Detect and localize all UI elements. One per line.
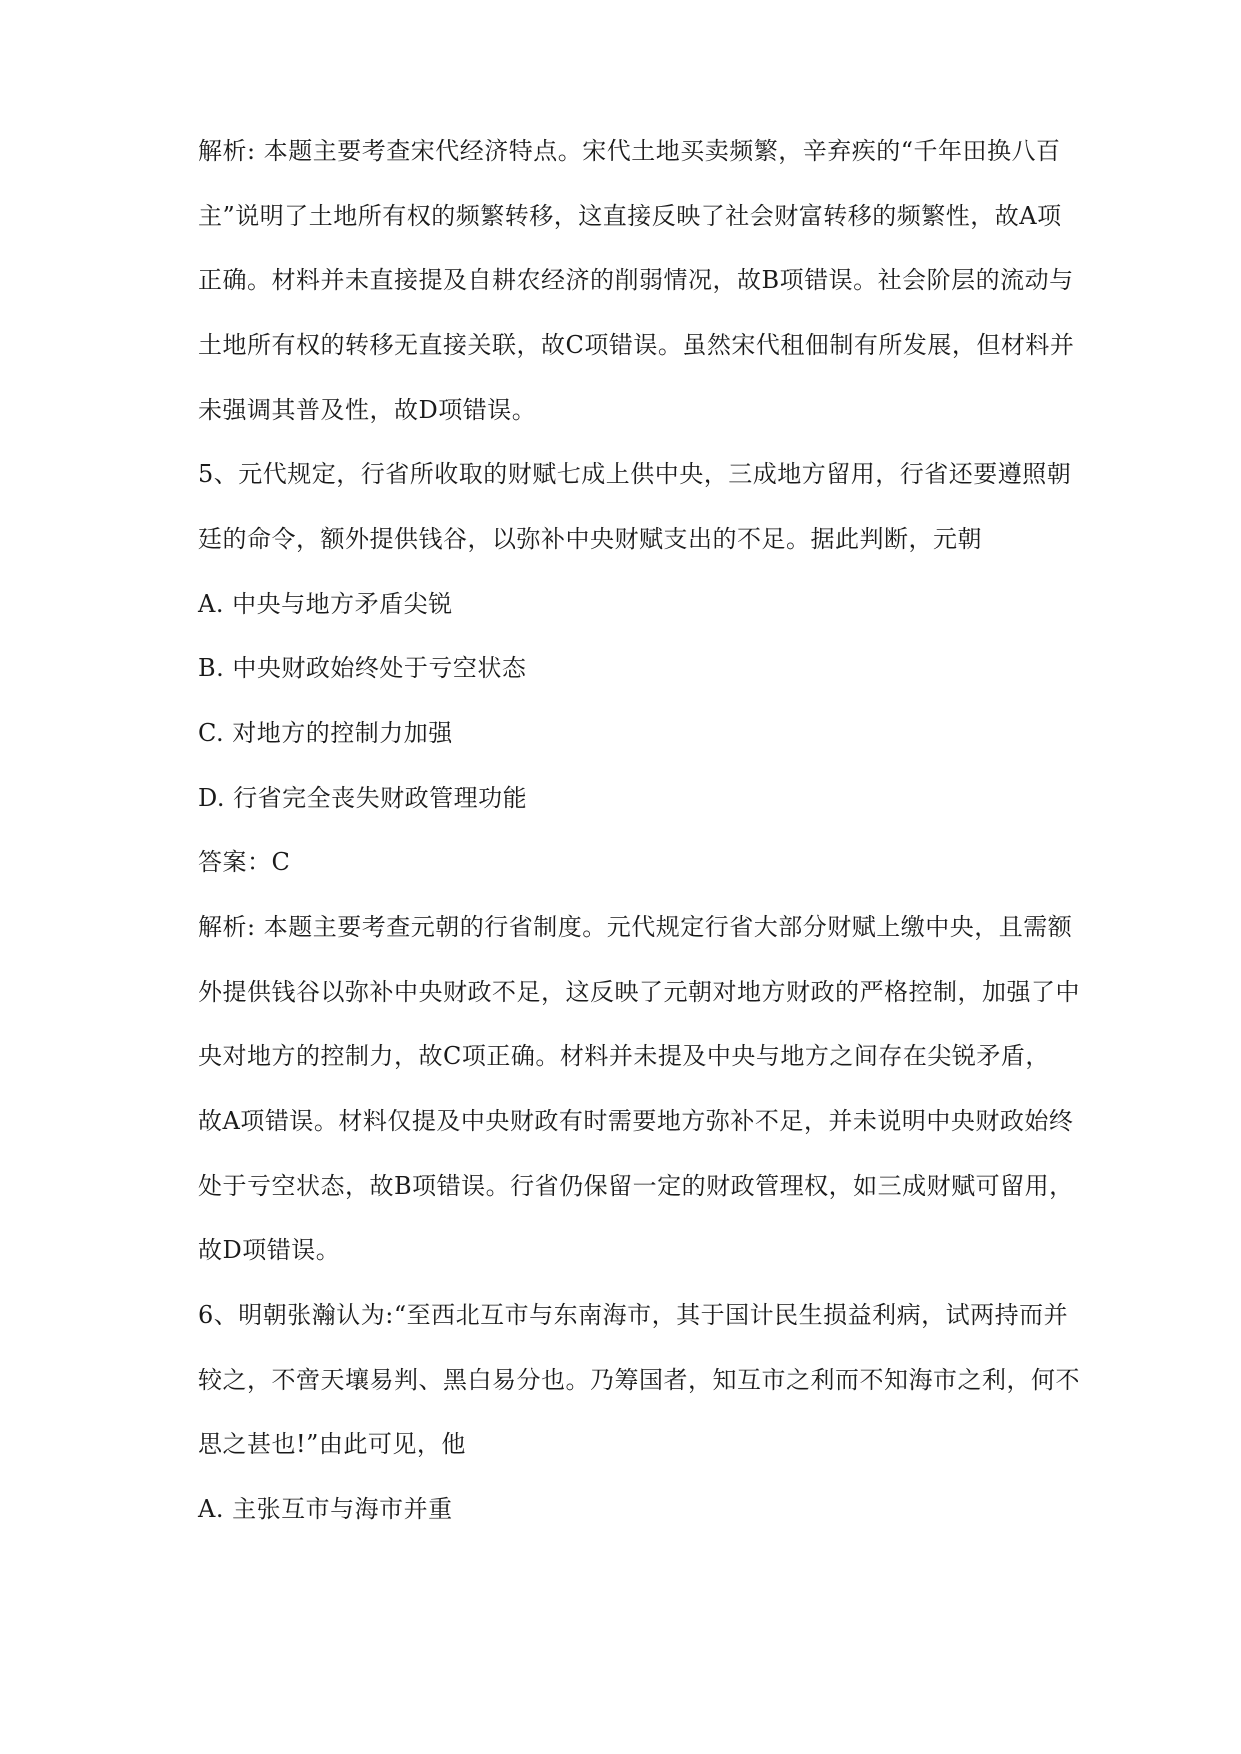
q5-stem-line: 5、元代规定，行省所收取的财赋七成上供中央，三成地方留用，行省还要遵照朝 (198, 460, 1072, 488)
q5-option-d: D. 行省完全丧失财政管理功能 (198, 784, 528, 812)
q4-analysis-line: 正确。材料并未直接提及自耕农经济的削弱情况，故B项错误。社会阶层的流动与 (198, 266, 1074, 294)
q5-analysis-line: 故A项错误。材料仅提及中央财政有时需要地方弥补不足，并未说明中央财政始终 (198, 1107, 1074, 1135)
q4-analysis-line: 主”说明了土地所有权的频繁转移，这直接反映了社会财富转移的频繁性，故A项 (198, 202, 1062, 230)
q6-option-a: A. 主张互市与海市并重 (198, 1495, 453, 1523)
q5-stem-line: 廷的命令，额外提供钱谷，以弥补中央财赋支出的不足。据此判断，元朝 (198, 525, 982, 553)
q5-option-c: C. 对地方的控制力加强 (198, 719, 453, 747)
q6-stem-line: 6、明朝张瀚认为:“至西北互市与东南海市，其于国计民生损益利病，试两持而并 (198, 1301, 1069, 1329)
q5-option-b: B. 中央财政始终处于亏空状态 (198, 654, 527, 682)
q5-option-a: A. 中央与地方矛盾尖锐 (198, 590, 453, 618)
q5-analysis-line: 故D项错误。 (198, 1236, 341, 1264)
q4-analysis-line: 解析: 本题主要考查宋代经济特点。宋代土地买卖频繁，辛弃疾的“千年田换八百 (198, 137, 1061, 165)
q4-analysis-line: 土地所有权的转移无直接关联，故C项错误。虽然宋代租佃制有所发展，但材料并 (198, 331, 1075, 359)
q6-stem-line: 较之，不啻天壤易判、黑白易分也。乃筹国者，知互市之利而不知海市之利，何不 (198, 1366, 1080, 1394)
q5-analysis-line: 央对地方的控制力，故C项正确。材料并未提及中央与地方之间存在尖锐矛盾， (198, 1042, 1050, 1070)
q5-analysis-line: 外提供钱谷以弥补中央财政不足，这反映了元朝对地方财政的严格控制，加强了中 (198, 978, 1080, 1006)
q4-analysis-line: 未强调其普及性，故D项错误。 (198, 396, 537, 424)
q5-analysis-line: 处于亏空状态，故B项错误。行省仍保留一定的财政管理权，如三成财赋可留用， (198, 1172, 1074, 1200)
q5-answer: 答案：C (198, 848, 291, 876)
q6-stem-line: 思之甚也!”由此可见，他 (198, 1430, 466, 1458)
q5-analysis-line: 解析: 本题主要考查元朝的行省制度。元代规定行省大部分财赋上缴中央，且需额 (198, 913, 1073, 941)
